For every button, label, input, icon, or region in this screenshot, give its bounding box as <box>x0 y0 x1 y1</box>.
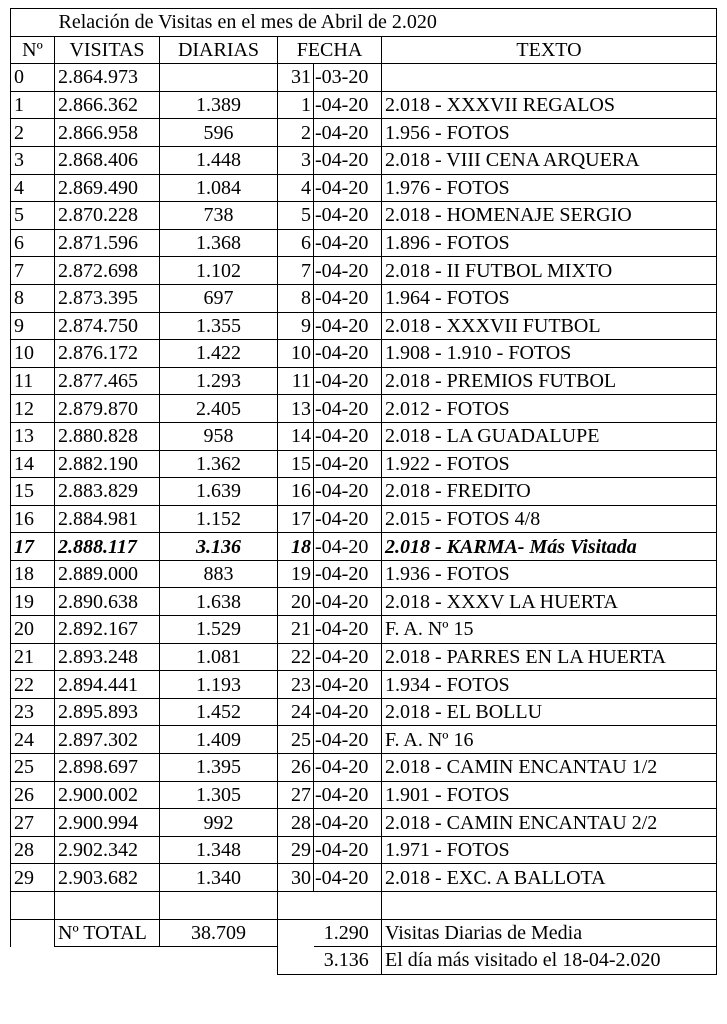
row-texto: 2.018 - XXXVII REGALOS <box>382 91 717 119</box>
row-diarias: 1.448 <box>160 146 278 174</box>
row-visitas: 2.895.893 <box>55 698 160 726</box>
row-texto: 1.956 - FOTOS <box>382 119 717 147</box>
row-month: -04-20 <box>314 836 382 864</box>
row-day: 31 <box>278 64 314 92</box>
row-visitas: 2.903.682 <box>55 864 160 892</box>
row-diarias: 1.348 <box>160 836 278 864</box>
row-month: -04-20 <box>314 395 382 423</box>
row-texto: 2.018 - CAMIN ENCANTAU 2/2 <box>382 809 717 837</box>
header-fecha: FECHA <box>278 36 382 64</box>
report-title: Relación de Visitas en el mes de Abril de 2.020 <box>55 9 717 37</box>
visits-table <box>10 8 717 975</box>
row-visitas: 2.883.829 <box>55 478 160 506</box>
row-month: -04-20 <box>314 754 382 782</box>
table-row <box>11 91 717 119</box>
row-diarias: 1.409 <box>160 726 278 754</box>
row-number: 29 <box>11 864 55 892</box>
row-month: -04-20 <box>314 588 382 616</box>
row-texto: 2.015 - FOTOS 4/8 <box>382 505 717 533</box>
row-diarias: 1.422 <box>160 340 278 368</box>
row-number: 17 <box>11 533 55 561</box>
row-day: 22 <box>278 643 314 671</box>
table-row <box>11 616 717 644</box>
row-month: -04-20 <box>314 809 382 837</box>
row-visitas: 2.871.596 <box>55 229 160 257</box>
row-day: 2 <box>278 119 314 147</box>
row-month: -04-20 <box>314 450 382 478</box>
table-row <box>11 146 717 174</box>
row-visitas: 2.882.190 <box>55 450 160 478</box>
row-diarias <box>160 64 278 92</box>
row-number: 26 <box>11 781 55 809</box>
row-number: 18 <box>11 560 55 588</box>
row-day: 28 <box>278 809 314 837</box>
row-number: 8 <box>11 284 55 312</box>
row-day: 14 <box>278 422 314 450</box>
row-day: 18 <box>278 533 314 561</box>
row-day: 6 <box>278 229 314 257</box>
row-number: 21 <box>11 643 55 671</box>
row-day: 30 <box>278 864 314 892</box>
row-number: 13 <box>11 422 55 450</box>
row-texto: 2.018 - HOMENAJE SERGIO <box>382 202 717 230</box>
row-diarias: 697 <box>160 284 278 312</box>
table-row <box>11 726 717 754</box>
row-visitas: 2.869.490 <box>55 174 160 202</box>
row-month: -04-20 <box>314 119 382 147</box>
row-day: 13 <box>278 395 314 423</box>
row-diarias: 1.293 <box>160 367 278 395</box>
row-diarias: 1.081 <box>160 643 278 671</box>
row-day: 17 <box>278 505 314 533</box>
row-month: -04-20 <box>314 422 382 450</box>
row-texto: 2.018 - XXXV LA HUERTA <box>382 588 717 616</box>
row-month: -04-20 <box>314 726 382 754</box>
row-day: 5 <box>278 202 314 230</box>
row-number: 15 <box>11 478 55 506</box>
row-diarias: 1.529 <box>160 616 278 644</box>
table-row <box>11 312 717 340</box>
table-row <box>11 560 717 588</box>
row-number: 22 <box>11 671 55 699</box>
table-row <box>11 533 717 561</box>
row-month: -04-20 <box>314 146 382 174</box>
table-row <box>11 809 717 837</box>
row-texto: 1.908 - 1.910 - FOTOS <box>382 340 717 368</box>
table-row <box>11 478 717 506</box>
row-day: 4 <box>278 174 314 202</box>
row-day: 29 <box>278 836 314 864</box>
row-visitas: 2.893.248 <box>55 643 160 671</box>
row-month: -04-20 <box>314 340 382 368</box>
row-day: 23 <box>278 671 314 699</box>
row-number: 14 <box>11 450 55 478</box>
row-month: -04-20 <box>314 257 382 285</box>
row-diarias: 1.084 <box>160 174 278 202</box>
row-number: 16 <box>11 505 55 533</box>
row-texto: 1.971 - FOTOS <box>382 836 717 864</box>
row-month: -04-20 <box>314 174 382 202</box>
row-number: 3 <box>11 146 55 174</box>
row-texto: 2.018 - PREMIOS FUTBOL <box>382 367 717 395</box>
row-diarias: 1.389 <box>160 91 278 119</box>
table-row <box>11 781 717 809</box>
average-value: 1.290 <box>314 919 382 947</box>
total-value: 38.709 <box>160 919 278 947</box>
header-diarias: DIARIAS <box>160 36 278 64</box>
row-diarias: 1.452 <box>160 698 278 726</box>
row-texto: 2.018 - VIII CENA ARQUERA <box>382 146 717 174</box>
row-month: -04-20 <box>314 560 382 588</box>
row-diarias: 958 <box>160 422 278 450</box>
row-texto: F. A. Nº 15 <box>382 616 717 644</box>
row-visitas: 2.897.302 <box>55 726 160 754</box>
spacer-row <box>11 892 717 920</box>
row-visitas: 2.888.117 <box>55 533 160 561</box>
row-day: 16 <box>278 478 314 506</box>
header-n: Nº <box>11 36 55 64</box>
row-number: 10 <box>11 340 55 368</box>
row-month: -04-20 <box>314 367 382 395</box>
row-month: -04-20 <box>314 284 382 312</box>
row-day: 1 <box>278 91 314 119</box>
row-diarias: 1.639 <box>160 478 278 506</box>
row-texto: 1.934 - FOTOS <box>382 671 717 699</box>
row-texto: 1.901 - FOTOS <box>382 781 717 809</box>
row-month: -03-20 <box>314 64 382 92</box>
table-row <box>11 450 717 478</box>
row-number: 19 <box>11 588 55 616</box>
row-day: 8 <box>278 284 314 312</box>
table-row <box>11 505 717 533</box>
row-diarias: 1.102 <box>160 257 278 285</box>
row-visitas: 2.892.167 <box>55 616 160 644</box>
row-visitas: 2.900.994 <box>55 809 160 837</box>
row-diarias: 1.638 <box>160 588 278 616</box>
visits-report-sheet <box>10 8 716 975</box>
row-visitas: 2.866.958 <box>55 119 160 147</box>
max-label: El día más visitado el 18-04-2.020 <box>382 947 717 975</box>
row-day: 9 <box>278 312 314 340</box>
total-label: Nº TOTAL <box>55 919 160 947</box>
row-diarias: 596 <box>160 119 278 147</box>
row-visitas: 2.877.465 <box>55 367 160 395</box>
row-texto: 2.018 - XXXVII FUTBOL <box>382 312 717 340</box>
row-diarias: 1.355 <box>160 312 278 340</box>
row-texto: 1.976 - FOTOS <box>382 174 717 202</box>
table-row <box>11 119 717 147</box>
row-texto: F. A. Nº 16 <box>382 726 717 754</box>
row-texto: 2.018 - CAMIN ENCANTAU 1/2 <box>382 754 717 782</box>
row-month: -04-20 <box>314 229 382 257</box>
row-number: 5 <box>11 202 55 230</box>
table-row <box>11 754 717 782</box>
row-number: 12 <box>11 395 55 423</box>
row-day: 7 <box>278 257 314 285</box>
row-number: 20 <box>11 616 55 644</box>
row-diarias: 738 <box>160 202 278 230</box>
table-row <box>11 64 717 92</box>
row-number: 0 <box>11 64 55 92</box>
table-row <box>11 643 717 671</box>
row-number: 25 <box>11 754 55 782</box>
row-month: -04-20 <box>314 202 382 230</box>
table-row <box>11 698 717 726</box>
header-row <box>11 36 717 64</box>
table-row <box>11 588 717 616</box>
table-row <box>11 340 717 368</box>
row-diarias: 883 <box>160 560 278 588</box>
average-label: Visitas Diarias de Media <box>382 919 717 947</box>
row-diarias: 992 <box>160 809 278 837</box>
row-diarias: 1.362 <box>160 450 278 478</box>
row-month: -04-20 <box>314 671 382 699</box>
row-diarias: 2.405 <box>160 395 278 423</box>
row-diarias: 1.340 <box>160 864 278 892</box>
row-visitas: 2.902.342 <box>55 836 160 864</box>
row-texto: 1.922 - FOTOS <box>382 450 717 478</box>
row-texto: 2.018 - II FUTBOL MIXTO <box>382 257 717 285</box>
row-visitas: 2.900.002 <box>55 781 160 809</box>
row-texto: 2.018 - EL BOLLU <box>382 698 717 726</box>
row-day: 20 <box>278 588 314 616</box>
table-row <box>11 202 717 230</box>
max-value: 3.136 <box>314 947 382 975</box>
row-month: -04-20 <box>314 478 382 506</box>
row-visitas: 2.872.698 <box>55 257 160 285</box>
row-texto: 2.018 - EXC. A BALLOTA <box>382 864 717 892</box>
table-row <box>11 864 717 892</box>
row-number: 1 <box>11 91 55 119</box>
row-month: -04-20 <box>314 864 382 892</box>
row-visitas: 2.874.750 <box>55 312 160 340</box>
row-number: 7 <box>11 257 55 285</box>
row-day: 10 <box>278 340 314 368</box>
row-diarias: 1.368 <box>160 229 278 257</box>
row-texto: 2.018 - FREDITO <box>382 478 717 506</box>
row-month: -04-20 <box>314 505 382 533</box>
row-day: 11 <box>278 367 314 395</box>
row-number: 23 <box>11 698 55 726</box>
table-row <box>11 367 717 395</box>
row-visitas: 2.894.441 <box>55 671 160 699</box>
row-day: 15 <box>278 450 314 478</box>
row-number: 24 <box>11 726 55 754</box>
table-row <box>11 174 717 202</box>
header-visitas: VISITAS <box>55 36 160 64</box>
row-visitas: 2.868.406 <box>55 146 160 174</box>
row-month: -04-20 <box>314 781 382 809</box>
row-day: 25 <box>278 726 314 754</box>
row-month: -04-20 <box>314 616 382 644</box>
table-row <box>11 422 717 450</box>
row-day: 26 <box>278 754 314 782</box>
row-texto <box>382 64 717 92</box>
row-number: 6 <box>11 229 55 257</box>
header-texto: TEXTO <box>382 36 717 64</box>
row-day: 24 <box>278 698 314 726</box>
row-diarias: 3.136 <box>160 533 278 561</box>
row-month: -04-20 <box>314 698 382 726</box>
row-month: -04-20 <box>314 643 382 671</box>
row-visitas: 2.890.638 <box>55 588 160 616</box>
row-number: 27 <box>11 809 55 837</box>
row-visitas: 2.889.000 <box>55 560 160 588</box>
row-texto: 1.896 - FOTOS <box>382 229 717 257</box>
title-row <box>11 9 717 37</box>
row-day: 27 <box>278 781 314 809</box>
row-diarias: 1.152 <box>160 505 278 533</box>
row-texto: 2.018 - KARMA- Más Visitada <box>382 533 717 561</box>
row-visitas: 2.879.870 <box>55 395 160 423</box>
row-number: 28 <box>11 836 55 864</box>
row-month: -04-20 <box>314 312 382 340</box>
row-texto: 1.964 - FOTOS <box>382 284 717 312</box>
row-texto: 2.012 - FOTOS <box>382 395 717 423</box>
row-day: 21 <box>278 616 314 644</box>
row-diarias: 1.395 <box>160 754 278 782</box>
row-visitas: 2.898.697 <box>55 754 160 782</box>
row-month: -04-20 <box>314 533 382 561</box>
table-row <box>11 257 717 285</box>
table-row <box>11 671 717 699</box>
row-visitas: 2.866.362 <box>55 91 160 119</box>
table-row <box>11 395 717 423</box>
summary-row-max <box>11 947 717 975</box>
row-visitas: 2.880.828 <box>55 422 160 450</box>
table-row <box>11 836 717 864</box>
row-diarias: 1.305 <box>160 781 278 809</box>
row-texto: 2.018 - PARRES EN LA HUERTA <box>382 643 717 671</box>
row-day: 19 <box>278 560 314 588</box>
row-visitas: 2.870.228 <box>55 202 160 230</box>
summary-row-total <box>11 919 717 947</box>
row-visitas: 2.884.981 <box>55 505 160 533</box>
row-visitas: 2.873.395 <box>55 284 160 312</box>
row-day: 3 <box>278 146 314 174</box>
row-visitas: 2.864.973 <box>55 64 160 92</box>
row-month: -04-20 <box>314 91 382 119</box>
row-texto: 1.936 - FOTOS <box>382 560 717 588</box>
row-number: 2 <box>11 119 55 147</box>
table-row <box>11 284 717 312</box>
row-visitas: 2.876.172 <box>55 340 160 368</box>
row-texto: 2.018 - LA GUADALUPE <box>382 422 717 450</box>
row-number: 11 <box>11 367 55 395</box>
row-number: 4 <box>11 174 55 202</box>
row-number: 9 <box>11 312 55 340</box>
table-row <box>11 229 717 257</box>
row-diarias: 1.193 <box>160 671 278 699</box>
